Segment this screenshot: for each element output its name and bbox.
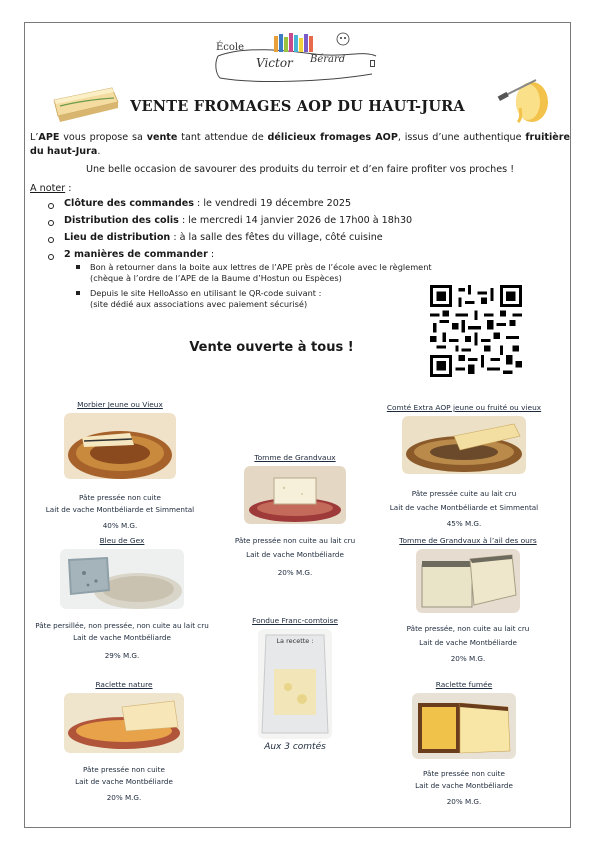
cheese-name: Bleu de Gex: [99, 536, 145, 545]
cheese-desc: Pâte pressée cuite au lait cru: [411, 489, 517, 498]
bullet-text: : le vendredi 19 décembre 2025: [194, 198, 352, 209]
cheese-item-raclette-fumee: [376, 680, 552, 809]
bullet-text: : le mercredi 14 janvier 2026 de 17h00 à 18h30: [178, 215, 413, 226]
intro-paragraph: [30, 131, 570, 159]
qr-code-icon[interactable]: [430, 285, 522, 377]
cheese-name: Tomme de Grandvaux à l’ail des ours: [399, 536, 537, 545]
comte-image: [402, 416, 526, 474]
intro-fruitiere: fruitière du haut-Jura: [30, 132, 571, 157]
sub-line: Depuis le site HelloAsso en utilisant le QR-code suivant :: [90, 288, 322, 298]
cheese-desc: Lait de vache Montbéliarde: [419, 638, 517, 647]
cheese-item-raclette: [36, 680, 212, 805]
cheese-desc: Pâte pressée non cuite: [423, 769, 505, 778]
raclette-fumee-image: [412, 693, 516, 759]
cheese-name: Raclette nature: [95, 680, 153, 689]
intro-ape: APE: [38, 132, 60, 143]
tomme-image: [244, 466, 346, 524]
cheese-desc: Pâte pressée non cuite: [79, 493, 161, 502]
cheese-name: Raclette fumée: [435, 680, 493, 689]
cheese-desc: Pâte pressée, non cuite au lait cru: [406, 624, 530, 633]
square-bullet-icon: [76, 291, 80, 295]
page-title: VENTE FROMAGES AOP DU HAUT-JURA: [130, 98, 465, 115]
cheese-name: Comté Extra AOP jeune ou fruité ou vieux: [386, 403, 542, 412]
bullet-text: :: [207, 249, 215, 260]
cheese-fat: 45% M.G.: [446, 519, 482, 528]
logo-swoosh: [214, 48, 378, 82]
intro-text: , issus d’une authentique: [397, 132, 526, 143]
intro-text: tant attendue de: [177, 132, 268, 143]
cheese-item-fondue: [230, 616, 360, 741]
bullet-label: Lieu de distribution: [64, 232, 171, 243]
intro-text: L’: [30, 132, 39, 143]
bleu-image: [60, 549, 184, 609]
cheese-fat: 20% M.G.: [277, 568, 313, 577]
info-list: [46, 198, 546, 266]
cheese-desc: Lait de vache Montbéliarde: [415, 781, 513, 790]
school-logo: [214, 30, 378, 82]
logo-text-berard: Bérard: [310, 54, 346, 65]
bullet-label: Distribution des colis: [64, 215, 179, 226]
fondue-bag-image: [258, 629, 332, 739]
books-icon: [272, 30, 318, 52]
a-noter-colon: :: [65, 183, 72, 194]
intro-occasion: Une belle occasion de savourer des produits du terroir et d’en faire profiter vos proches !: [85, 164, 515, 175]
square-bullet-icon: [76, 265, 80, 269]
intro-vente: vente: [146, 132, 178, 143]
intro-text: vous propose sa: [59, 132, 147, 143]
open-sale-heading: [0, 340, 595, 355]
cheese-item-comte: [376, 403, 552, 531]
a-noter-label: A noter: [30, 183, 66, 194]
raclette-nature-image: [64, 693, 184, 753]
cheese-fat: 20% M.G.: [446, 797, 482, 806]
order-method-letterbox: [90, 262, 530, 284]
intro-delicieux: délicieux fromages AOP: [267, 132, 398, 143]
cheese-item-bleu: [26, 536, 218, 663]
list-item: [46, 198, 546, 215]
sub-line: (site dédié aux associations avec paiement sécurisé): [90, 299, 308, 309]
list-item: [46, 215, 546, 232]
cheese-fat: 20% M.G.: [450, 654, 486, 663]
fondue-label: La recette :: [276, 637, 314, 645]
cheese-name: Fondue Franc-comtoise: [252, 616, 338, 625]
fondue-caption: Aux 3 comtés: [264, 742, 326, 752]
cheese-desc: Lait de vache Montbéliarde et Simmental: [45, 505, 195, 514]
bullet-label: Clôture des commandes: [64, 198, 194, 209]
cheese-desc: Lait de vache Montbéliarde: [75, 777, 173, 786]
open-sale-text: Vente ouverte à tous !: [189, 340, 354, 355]
logo-square: [370, 60, 375, 67]
cheese-fat: 29% M.G.: [104, 651, 140, 660]
cheese-item-morbier: [30, 400, 210, 533]
cap-icon: [332, 32, 354, 46]
morbier-image: [64, 413, 176, 479]
tomme-ail-image: [416, 549, 520, 613]
bullet-text: : à la salle des fêtes du village, côté cuisine: [170, 232, 383, 243]
bullet-label: 2 manières de commander: [64, 249, 208, 260]
cheese-name: Morbier Jeune ou Vieux: [77, 400, 163, 409]
cheese-name: Tomme de Grandvaux: [254, 453, 336, 462]
cheese-desc: Pâte pressée non cuite au lait cru: [234, 536, 356, 545]
a-noter-heading: [30, 183, 71, 194]
cheese-desc: Lait de vache Montbéliarde: [73, 633, 171, 642]
cheese-fat: 20% M.G.: [106, 793, 142, 802]
cheese-desc: Pâte pressée non cuite: [83, 765, 165, 774]
logo-text-ecole: École: [216, 42, 245, 53]
cheese-item-tomme-ail: [380, 536, 556, 666]
cheese-item-tomme: [205, 453, 385, 580]
sub-line: Bon à retourner dans la boite aux lettres de l’APE près de l’école avec le règlement: [90, 262, 432, 272]
cheese-fat: 40% M.G.: [102, 521, 138, 530]
cheese-desc: Lait de vache Montbéliarde: [246, 550, 344, 559]
intro-text: .: [97, 146, 101, 157]
cheese-desc: Pâte persillée, non pressée, non cuite au lait cru: [35, 621, 209, 630]
cheese-desc: Lait de vache Montbéliarde et Simmental: [389, 503, 539, 512]
sub-line: (chèque à l’ordre de l’APE de la Baume d’Hostun ou Espèces): [90, 273, 342, 283]
logo-text-victor: Victor: [256, 56, 293, 70]
list-item: [46, 232, 546, 249]
